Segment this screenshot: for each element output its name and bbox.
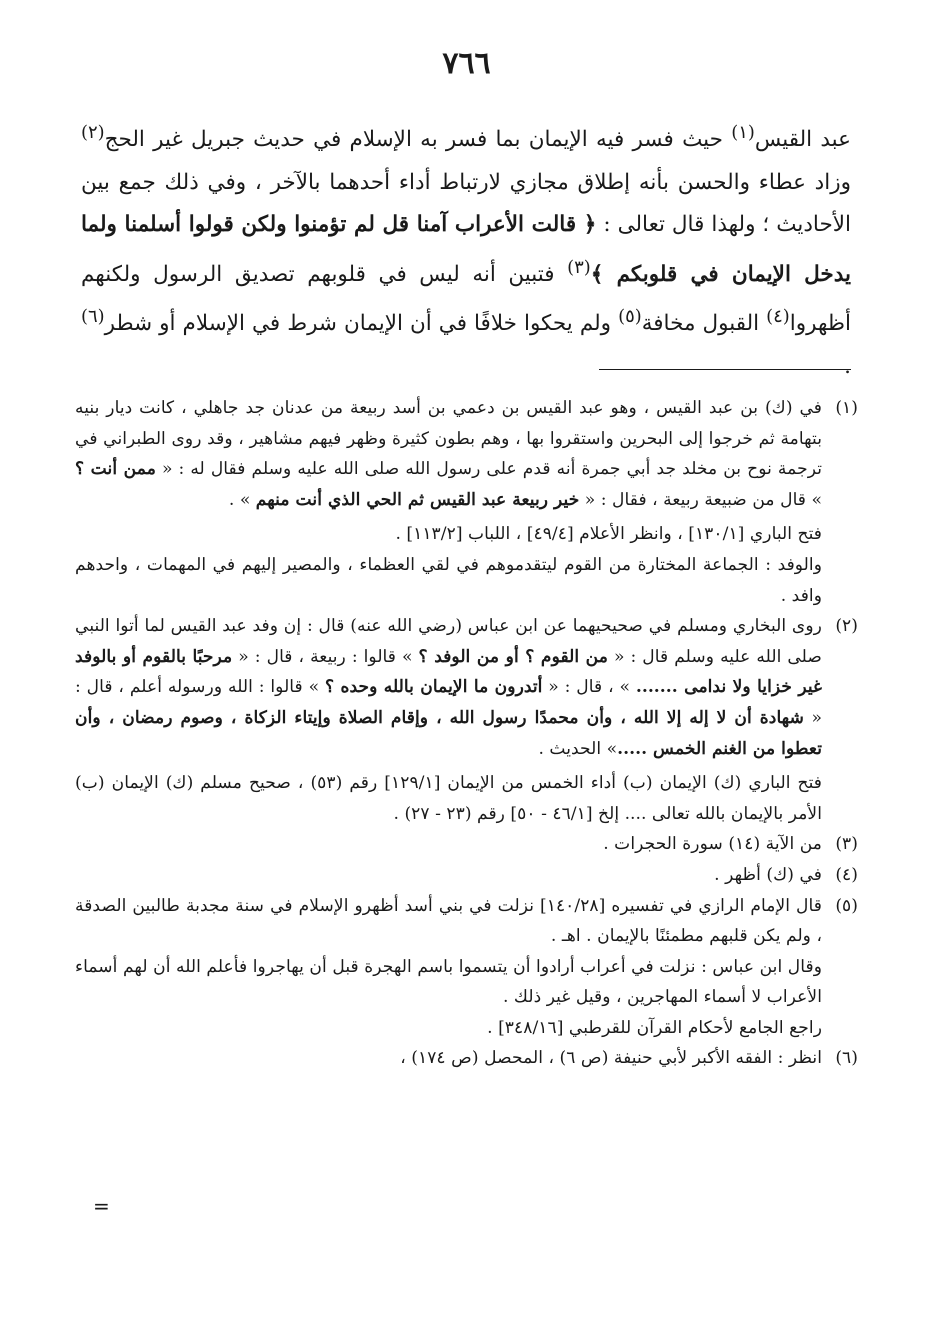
footnote-text: من الآية (١٤) سورة الحجرات . [603,834,822,855]
footnote-text-segment: » قالوا : الله ورسوله أعلم ، قال : « [75,677,823,728]
footnote-text-segment: روى البخاري ومسلم في صحيحيهما عن ابن عباس (رضي الله عنه) قال : إن وفد عبد القيس لما أتوا النبي صلى الله عليه وسلم قال : « [75,616,822,667]
footnote-text [75,393,822,515]
footnote-text: انظر : الفقه الأكبر لأبي حنيفة (ص ٦) ، المحصل (ص ١٧٤) ، [400,1048,822,1069]
footnote-reference: فتح الباري (ك) الإيمان (ب) أداء الخمس من الإيمان [١٢٩/١] رقم (٥٣) ، صحيح مسلم (ك) الإيمان (ب) الأمر بالإيمان بالله تعالى .... إلخ [٤٦/١ - ٥٠] رقم (٢٣ - ٢٧) . [75,773,823,824]
footnote-body [75,393,822,611]
footnote-body [75,829,822,860]
hadith-quote: مرحبًا بالقوم أو بالوفد غير خزايا ولا ندامى ....... [75,646,822,698]
main-text-segment: فتبين أنه ليس في قلوبهم تصديق الرسول ولكنهم أظهروا [81,261,851,337]
footnote-ref: (٥) [618,306,642,328]
footnote-ref: (٢) [81,122,105,143]
footnote-text: في (ك) أظهر . [714,864,822,885]
main-text-segment: حيث فسر فيه الإيمان بما فسر به الإسلام في حديث جبريل غير الحج [104,127,732,153]
footnote-text [75,611,822,764]
footnote-text-segment: » قال من ضبيعة ربيعة ، فقال : « [579,489,822,510]
hadith-quote: ممن أنت ؟ [75,459,156,480]
footnote-body [75,891,822,1044]
footnote-5 [75,891,858,1044]
hadith-quote: أتدرون ما الإيمان بالله وحده ؟ [324,677,543,698]
footnote-text: والوفد : الجماعة المختارة من القوم ليتقدموهم في لقي العظماء ، والمصير إليهم في المهمات ، واحدهم وافد . [75,554,822,606]
hadith-quote: شهادة أن لا إله إلا الله ، وأن محمدًا رسول الله ، وإقام الصلاة وإيتاء الزكاة ، وصوم رمضان ، وأن تعطوا من الغنم الخمس ..... [75,707,822,759]
hadith-quote: خير ربيعة عبد القيس ثم الحي الذي أنت منهم [255,489,580,510]
footnote-text-segment: » ، قال : « [542,677,636,698]
footnote-3 [75,829,858,860]
footnote-ref: (٦) [81,306,105,328]
footnote-number: (٣) [835,834,858,855]
footnote-text-segment: » الحديث . [538,738,618,759]
footnote-6 [75,1043,858,1074]
footnote-1 [75,393,858,611]
main-text-segment: عبد القيس [754,127,851,153]
footnote-number: (٤) [835,864,858,885]
main-text [81,112,851,388]
main-text-segment: القبول مخافة [641,311,767,337]
footnote-text: قال الإمام الرازي في تفسيره [١٤٠/٢٨] نزلت في بني أسد أظهرو الإسلام في سنة مجدبة طالبين الصدقة ، ولم يكن قلبهم مطمئنًا بالإيمان . اهـ . [75,895,822,947]
footnote-text: وقال ابن عباس : نزلت في أعراب أرادوا أن يتسموا باسم الهجرة قبل أن يهاجروا فأعلم الله أن لهم أسماء الأعراب لا أسماء المهاجرين ، وقيل غير ذلك . [75,956,822,1008]
footnote-number: (٥) [835,895,858,916]
footnote-text-segment: » قالوا : ربيعة ، قال : « [232,646,419,667]
footnote-number: (٢) [835,616,858,637]
quran-verse: ﴿ قالت الأعراب آمنا قل لم تؤمنوا ولكن قولوا أسلمنا ولما يدخل الإيمان في قلوبكم ﴾ [81,212,851,287]
footnote-text-segment: في (ك) بن عبد القيس ، وهو عبد القيس بن دعمي بن أسد ربيعة من عدنان جد جاهلي ، كانت ديار بنيه بتهامة ثم خرجوا إلى البحرين واستقروا بها ، وهم بطون كثيرة وظهر فيهم مشاهير ، وقد روى الطبراني في ترجمة نوح بن مخلد جد أبي جمرة أنه قدم على رسول الله صلى الله عليه وسلم فقال له : « [75,398,822,480]
footnote-body [75,1043,822,1074]
footnote-4 [75,860,858,891]
footnote-body [75,611,822,829]
footnote-reference: راجع الجامع لأحكام القرآن للقرطبي [٣٤٨/١٦] . [487,1017,822,1038]
footnote-body [75,860,822,891]
main-text-segment: . [844,353,851,379]
footnote-ref: (٣) [567,256,591,278]
main-paragraph [81,112,851,388]
footnote-2 [75,611,858,829]
footnotes [75,393,858,1074]
continuation-mark: = [93,1194,110,1218]
footnote-separator [599,369,851,370]
footnote-number: (٦) [835,1048,858,1069]
hadith-quote: من القوم ؟ أو من الوفد ؟ [418,646,608,667]
footnote-ref: (٤) [766,306,790,328]
footnote-reference: فتح الباري [١٣٠/١] ، وانظر الأعلام [٤٩/٤] ، اللباب [١١٣/٢] . [395,524,822,545]
footnote-ref: (١) [731,122,755,143]
page-number: ٧٦٦ [442,46,491,81]
footnote-number: (١) [835,398,858,418]
main-text-segment: ولم يحكوا خلافًا في أن الإيمان شرط في الإسلام أو شطر [104,311,619,337]
footnote-text-segment: » . [228,489,256,510]
main-text-segment: وزاد عطاء والحسن بأنه إطلاق مجازي لارتباط أداء أحدهما بالآخر ، وفي ذلك جمع بين الأحاديث ؛ ولهذا قال تعالى : [81,169,851,238]
